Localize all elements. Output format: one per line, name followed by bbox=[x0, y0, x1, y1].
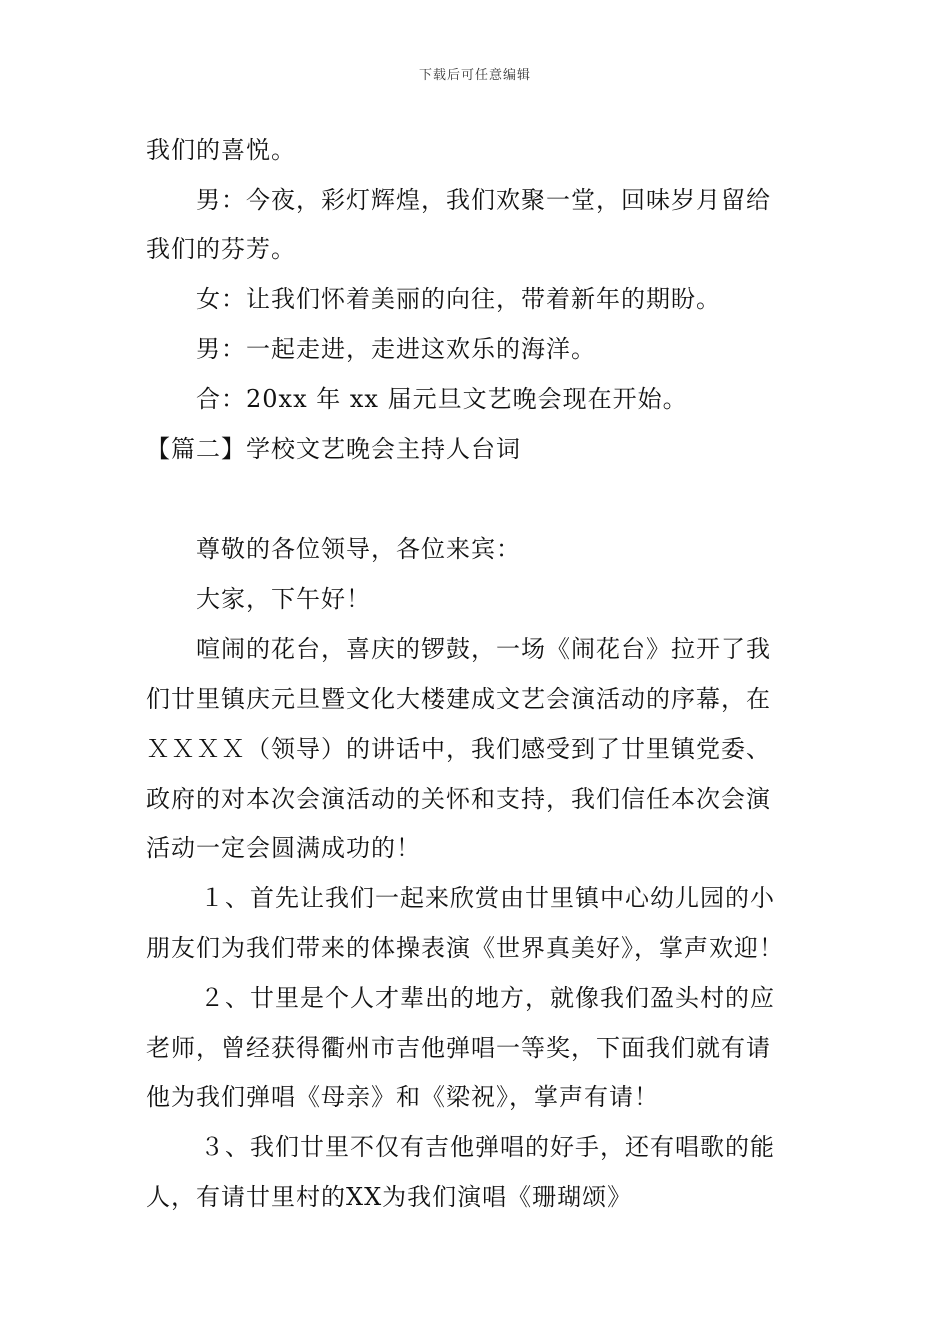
paragraph-line: 政府的对本次会演活动的关怀和支持，我们信任本次会演 bbox=[146, 785, 771, 813]
paragraph-line: 他为我们弹唱《母亲》和《梁祝》，掌声有请！ bbox=[146, 1083, 659, 1111]
paragraph-line: 我们的喜悦。 bbox=[146, 136, 296, 164]
paragraph-line: 合：20xx 年 xx 届元旦文艺晚会现在开始。 bbox=[196, 385, 688, 413]
paragraph-line: 喧闹的花台，喜庆的锣鼓，一场《闹花台》拉开了我 bbox=[196, 635, 771, 663]
paragraph-line: 男：一起走进，走进这欢乐的海洋。 bbox=[196, 335, 596, 363]
paragraph-line: 尊敬的各位领导，各位来宾： bbox=[196, 535, 521, 563]
paragraph-line: 我们的芬芳。 bbox=[146, 235, 296, 263]
paragraph-line: １、首先让我们一起来欣赏由廿里镇中心幼儿园的小 bbox=[200, 884, 775, 912]
paragraph-line: 男：今夜，彩灯辉煌，我们欢聚一堂，回味岁月留给 bbox=[196, 186, 771, 214]
paragraph-line: ＸＸＸＸ（领导）的讲话中，我们感受到了廿里镇党委、 bbox=[146, 735, 771, 763]
paragraph-line: 女：让我们怀着美丽的向往，带着新年的期盼。 bbox=[196, 285, 721, 313]
section-heading: 【篇二】学校文艺晚会主持人台词 bbox=[146, 435, 521, 463]
page-header-note: 下载后可任意编辑 bbox=[418, 68, 531, 83]
paragraph-line: 们廿里镇庆元旦暨文化大楼建成文艺会演活动的序幕，在 bbox=[146, 685, 771, 713]
paragraph-line: 人，有请廿里村的XX为我们演唱《珊瑚颂》 bbox=[146, 1183, 633, 1211]
paragraph-line: ３、我们廿里不仅有吉他弹唱的好手，还有唱歌的能 bbox=[200, 1133, 775, 1161]
paragraph-line: 老师，曾经获得衢州市吉他弹唱一等奖，下面我们就有请 bbox=[146, 1034, 771, 1062]
paragraph-line: 朋友们为我们带来的体操表演《世界真美好》，掌声欢迎！ bbox=[146, 934, 784, 962]
paragraph-line: ２、廿里是个人才辈出的地方，就像我们盈头村的应 bbox=[200, 984, 775, 1012]
paragraph-line: 大家，下午好！ bbox=[196, 585, 371, 613]
paragraph-line: 活动一定会圆满成功的！ bbox=[146, 834, 421, 862]
